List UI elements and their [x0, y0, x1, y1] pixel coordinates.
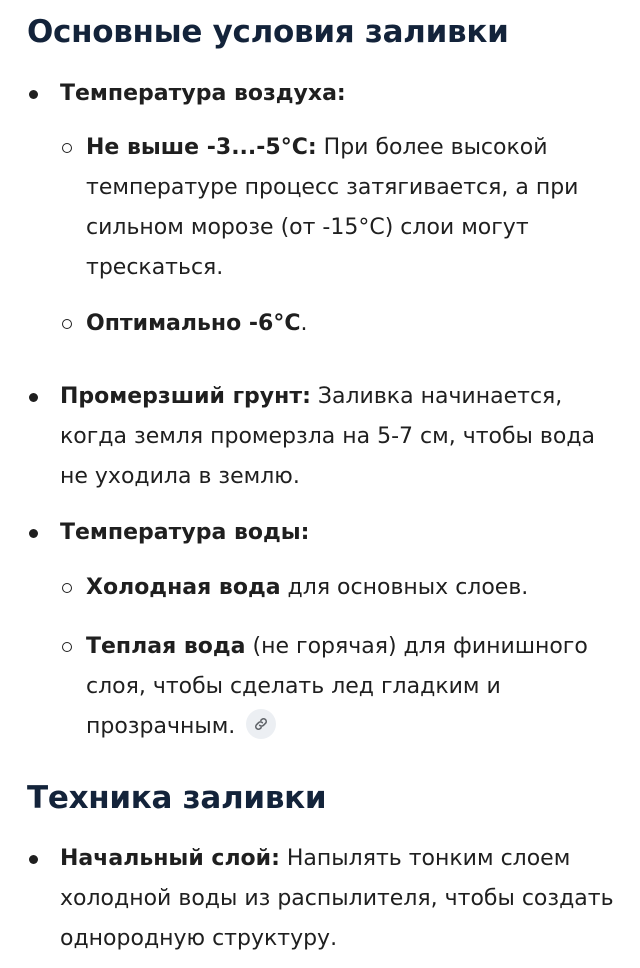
sub-item-label: Холодная вода	[86, 575, 281, 600]
item-text: Напылять тонким слоем холодной воды из распылителя, чтобы создать однородную структуру.	[60, 846, 614, 951]
section-heading-basic-conditions: Основные условия заливки	[27, 14, 509, 50]
sub-item-text: для основных слоев.	[280, 575, 529, 600]
sub-item-label: Не выше -3...-5°С:	[86, 135, 317, 160]
sub-item-cold-water	[86, 568, 626, 608]
list-item-water-temperature	[60, 513, 626, 553]
item-label: Температура воды:	[60, 520, 310, 545]
bullet-dot	[29, 529, 38, 538]
list-item-air-temperature	[60, 74, 626, 114]
bullet-dot	[29, 90, 38, 99]
sub-item-not-above	[86, 128, 626, 288]
section-heading-technique: Техника заливки	[27, 780, 327, 816]
item-label: Промерзший грунт:	[60, 384, 311, 409]
sub-item-text: (не горячая) для финишного слоя, чтобы сделать лед гладким и прозрачным.	[86, 634, 588, 739]
sub-bullet-circle	[62, 583, 72, 593]
bullet-dot	[29, 393, 38, 402]
source-link-button[interactable]	[246, 709, 276, 739]
sub-item-text: При более высокой температуре процесс затягивается, а при сильном морозе (от -15°С) слои могут трескаться.	[86, 135, 579, 280]
list-item-frozen-ground	[60, 377, 626, 497]
sub-item-optimal	[86, 304, 626, 344]
item-label: Начальный слой:	[60, 846, 280, 871]
sub-item-warm-water	[86, 627, 626, 747]
sub-bullet-circle	[62, 642, 72, 652]
list-item-initial-layer	[60, 839, 626, 959]
sub-bullet-circle	[62, 143, 72, 153]
sub-item-label: Теплая вода	[86, 634, 246, 659]
sub-item-label: Оптимально -6°С	[86, 311, 301, 336]
sub-bullet-circle	[62, 319, 72, 329]
sub-item-text: .	[300, 311, 308, 336]
item-text: Заливка начинается, когда земля промерзла на 5-7 см, чтобы вода не уходила в землю.	[60, 384, 596, 489]
link-icon	[253, 716, 269, 732]
item-label: Температура воздуха:	[60, 81, 346, 106]
bullet-dot	[29, 855, 38, 864]
